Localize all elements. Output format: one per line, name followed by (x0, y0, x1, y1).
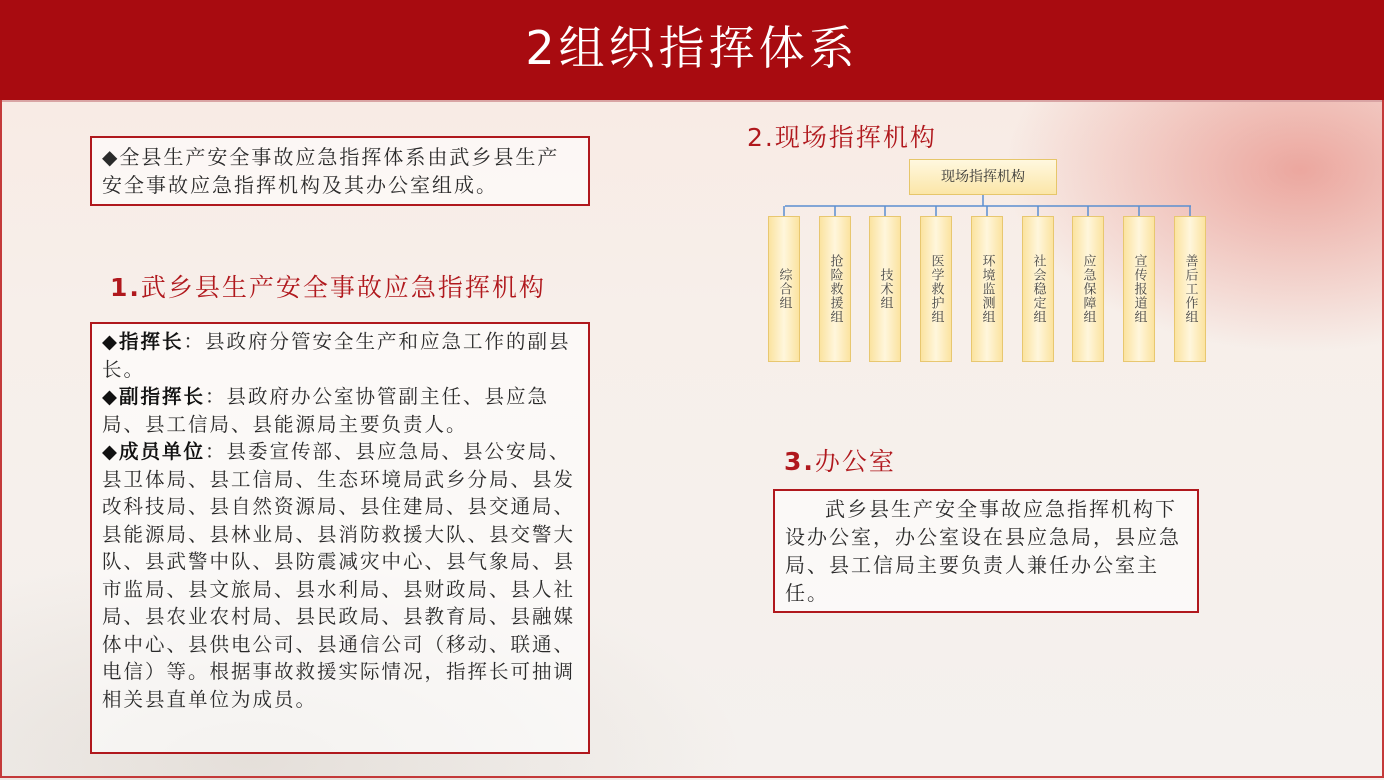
org-node: 综合组 (768, 216, 800, 362)
org-node: 技术组 (869, 216, 901, 362)
member-label: ◆成员单位 (102, 440, 205, 463)
page-title: 2组织指挥体系 (525, 21, 859, 75)
section2-title: 现场指挥机构 (774, 123, 937, 152)
member-text: ：县委宣传部、县应急局、县公安局、县卫体局、县工信局、生态环境局武乡分局、县发改科技局、县自然资源局、县住建局、县交通局、县能源局、县林业局、县消防救援大队、县交警大队、县武警中队、县防震减灾中心、县气象局、县市监局、县文旅局、县水利局、县财政局、县人社局、县农业农村局、县民政局、县教育局、县融媒体中心、县供电公司、县通信公司（移动、联通、电信）等。根据事故救援实际情况，指挥长可抽调相关县直单位为成员。 (102, 440, 576, 711)
org-node: 环境监测组 (971, 216, 1003, 362)
member-label: ◆副指挥长 (102, 385, 205, 408)
member-label: ◆指挥长 (102, 330, 184, 353)
org-node: 社会稳定组 (1022, 216, 1054, 362)
section3-heading (784, 442, 896, 478)
office-box (773, 489, 1199, 613)
org-root-node: 现场指挥机构 (909, 159, 1057, 195)
section1-number: 1. (110, 273, 141, 302)
section2-number: 2. (747, 123, 775, 152)
org-drop-lines (784, 206, 1190, 216)
org-node: 善后工作组 (1174, 216, 1206, 362)
section3-number: 3. (784, 447, 815, 476)
member-text: ：县政府办公室协管副主任、县应急局、县工信局、县能源局主要负责人。 (102, 385, 550, 436)
intro-text: ◆全县生产安全事故应急指挥体系由武乡县生产安全事故应急指挥机构及其办公室组成。 (102, 145, 560, 197)
org-node: 抢险救援组 (819, 216, 851, 362)
org-node: 医学救护组 (920, 216, 952, 362)
section1-title: 武乡县生产安全事故应急指挥机构 (140, 273, 546, 302)
org-node: 应急保障组 (1072, 216, 1104, 362)
office-text: 武乡县生产安全事故应急指挥机构下设办公室，办公室设在县应急局，县应急局、县工信局主要负责人兼任办公室主任。 (785, 497, 1181, 605)
org-node: 宣传报道组 (1123, 216, 1155, 362)
section3-title: 办公室 (814, 447, 896, 476)
member-text: ：县政府分管安全生产和应急工作的副县长。 (102, 330, 571, 381)
